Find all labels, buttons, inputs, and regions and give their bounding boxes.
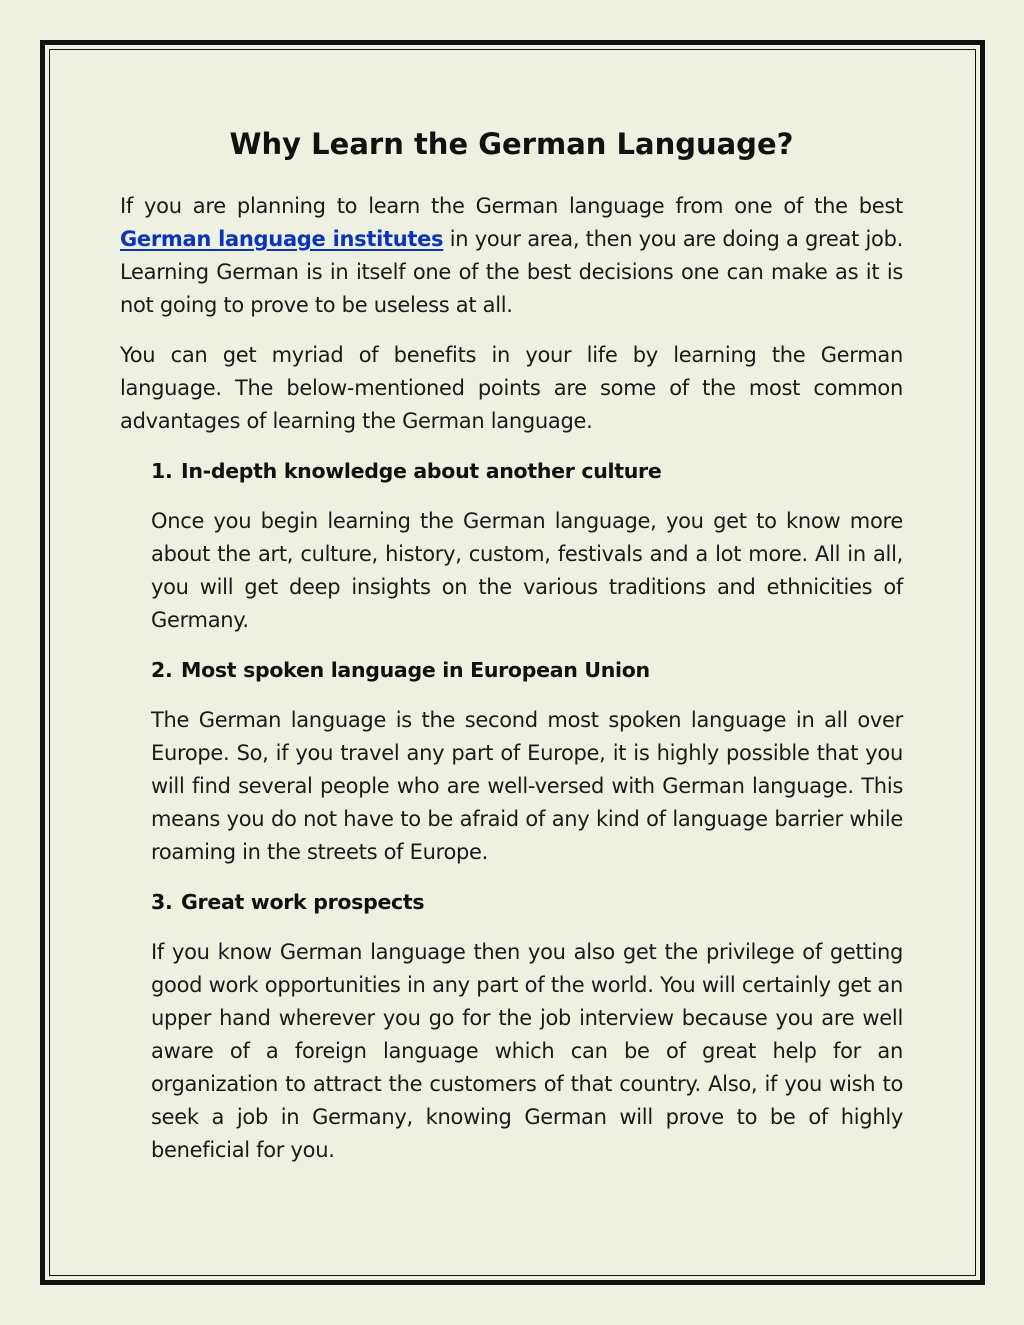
section-heading-1 bbox=[151, 455, 903, 488]
second-paragraph: You can get myriad of benefits in your life by learning the German language. The below-mentioned points are some of the most common advantages of learning the German language. bbox=[120, 343, 903, 433]
section-heading-text: Most spoken language in European Union bbox=[181, 658, 650, 682]
section-heading-3 bbox=[151, 886, 903, 919]
section-number: 1. bbox=[151, 459, 173, 483]
document-title: Why Learn the German Language? bbox=[229, 127, 794, 161]
section-number: 2. bbox=[151, 658, 173, 682]
section-heading-2 bbox=[151, 654, 903, 687]
section-number: 3. bbox=[151, 890, 173, 914]
document-body bbox=[120, 118, 903, 1184]
section-body-1: Once you begin learning the German language, you get to know more about the art, culture, history, custom, festivals and a lot more. All in all, you will get deep insights on the various traditions and ethnicities of Germany. bbox=[151, 509, 903, 632]
intro-paragraph bbox=[120, 190, 903, 322]
intro-text-after-link: in your area, then you are doing a great job. Learning German is in itself one of the best decisions one can make as it is not going to prove to be useless at all. bbox=[120, 227, 903, 317]
section-body-2: The German language is the second most spoken language in all over Europe. So, if you travel any part of Europe, it is highly possible that you will find several people who are well-versed with German language. This means you do not have to be afraid of any kind of language barrier while roaming in the streets of Europe. bbox=[151, 708, 903, 864]
intro-text-before-link: If you are planning to learn the German language from one of the best bbox=[120, 194, 903, 218]
section-heading-text: In-depth knowledge about another culture bbox=[181, 459, 662, 483]
section-body-3: If you know German language then you also get the privilege of getting good work opportunities in any part of the world. You will certainly get an upper hand wherever you go for the job interview because you are well aware of a foreign language which can be of great help for an organization to attract the customers of that country. Also, if you wish to seek a job in Germany, knowing German will prove to be of highly beneficial for you. bbox=[151, 940, 903, 1162]
german-institutes-link[interactable]: German language institutes bbox=[120, 227, 444, 251]
section-heading-text: Great work prospects bbox=[181, 890, 425, 914]
